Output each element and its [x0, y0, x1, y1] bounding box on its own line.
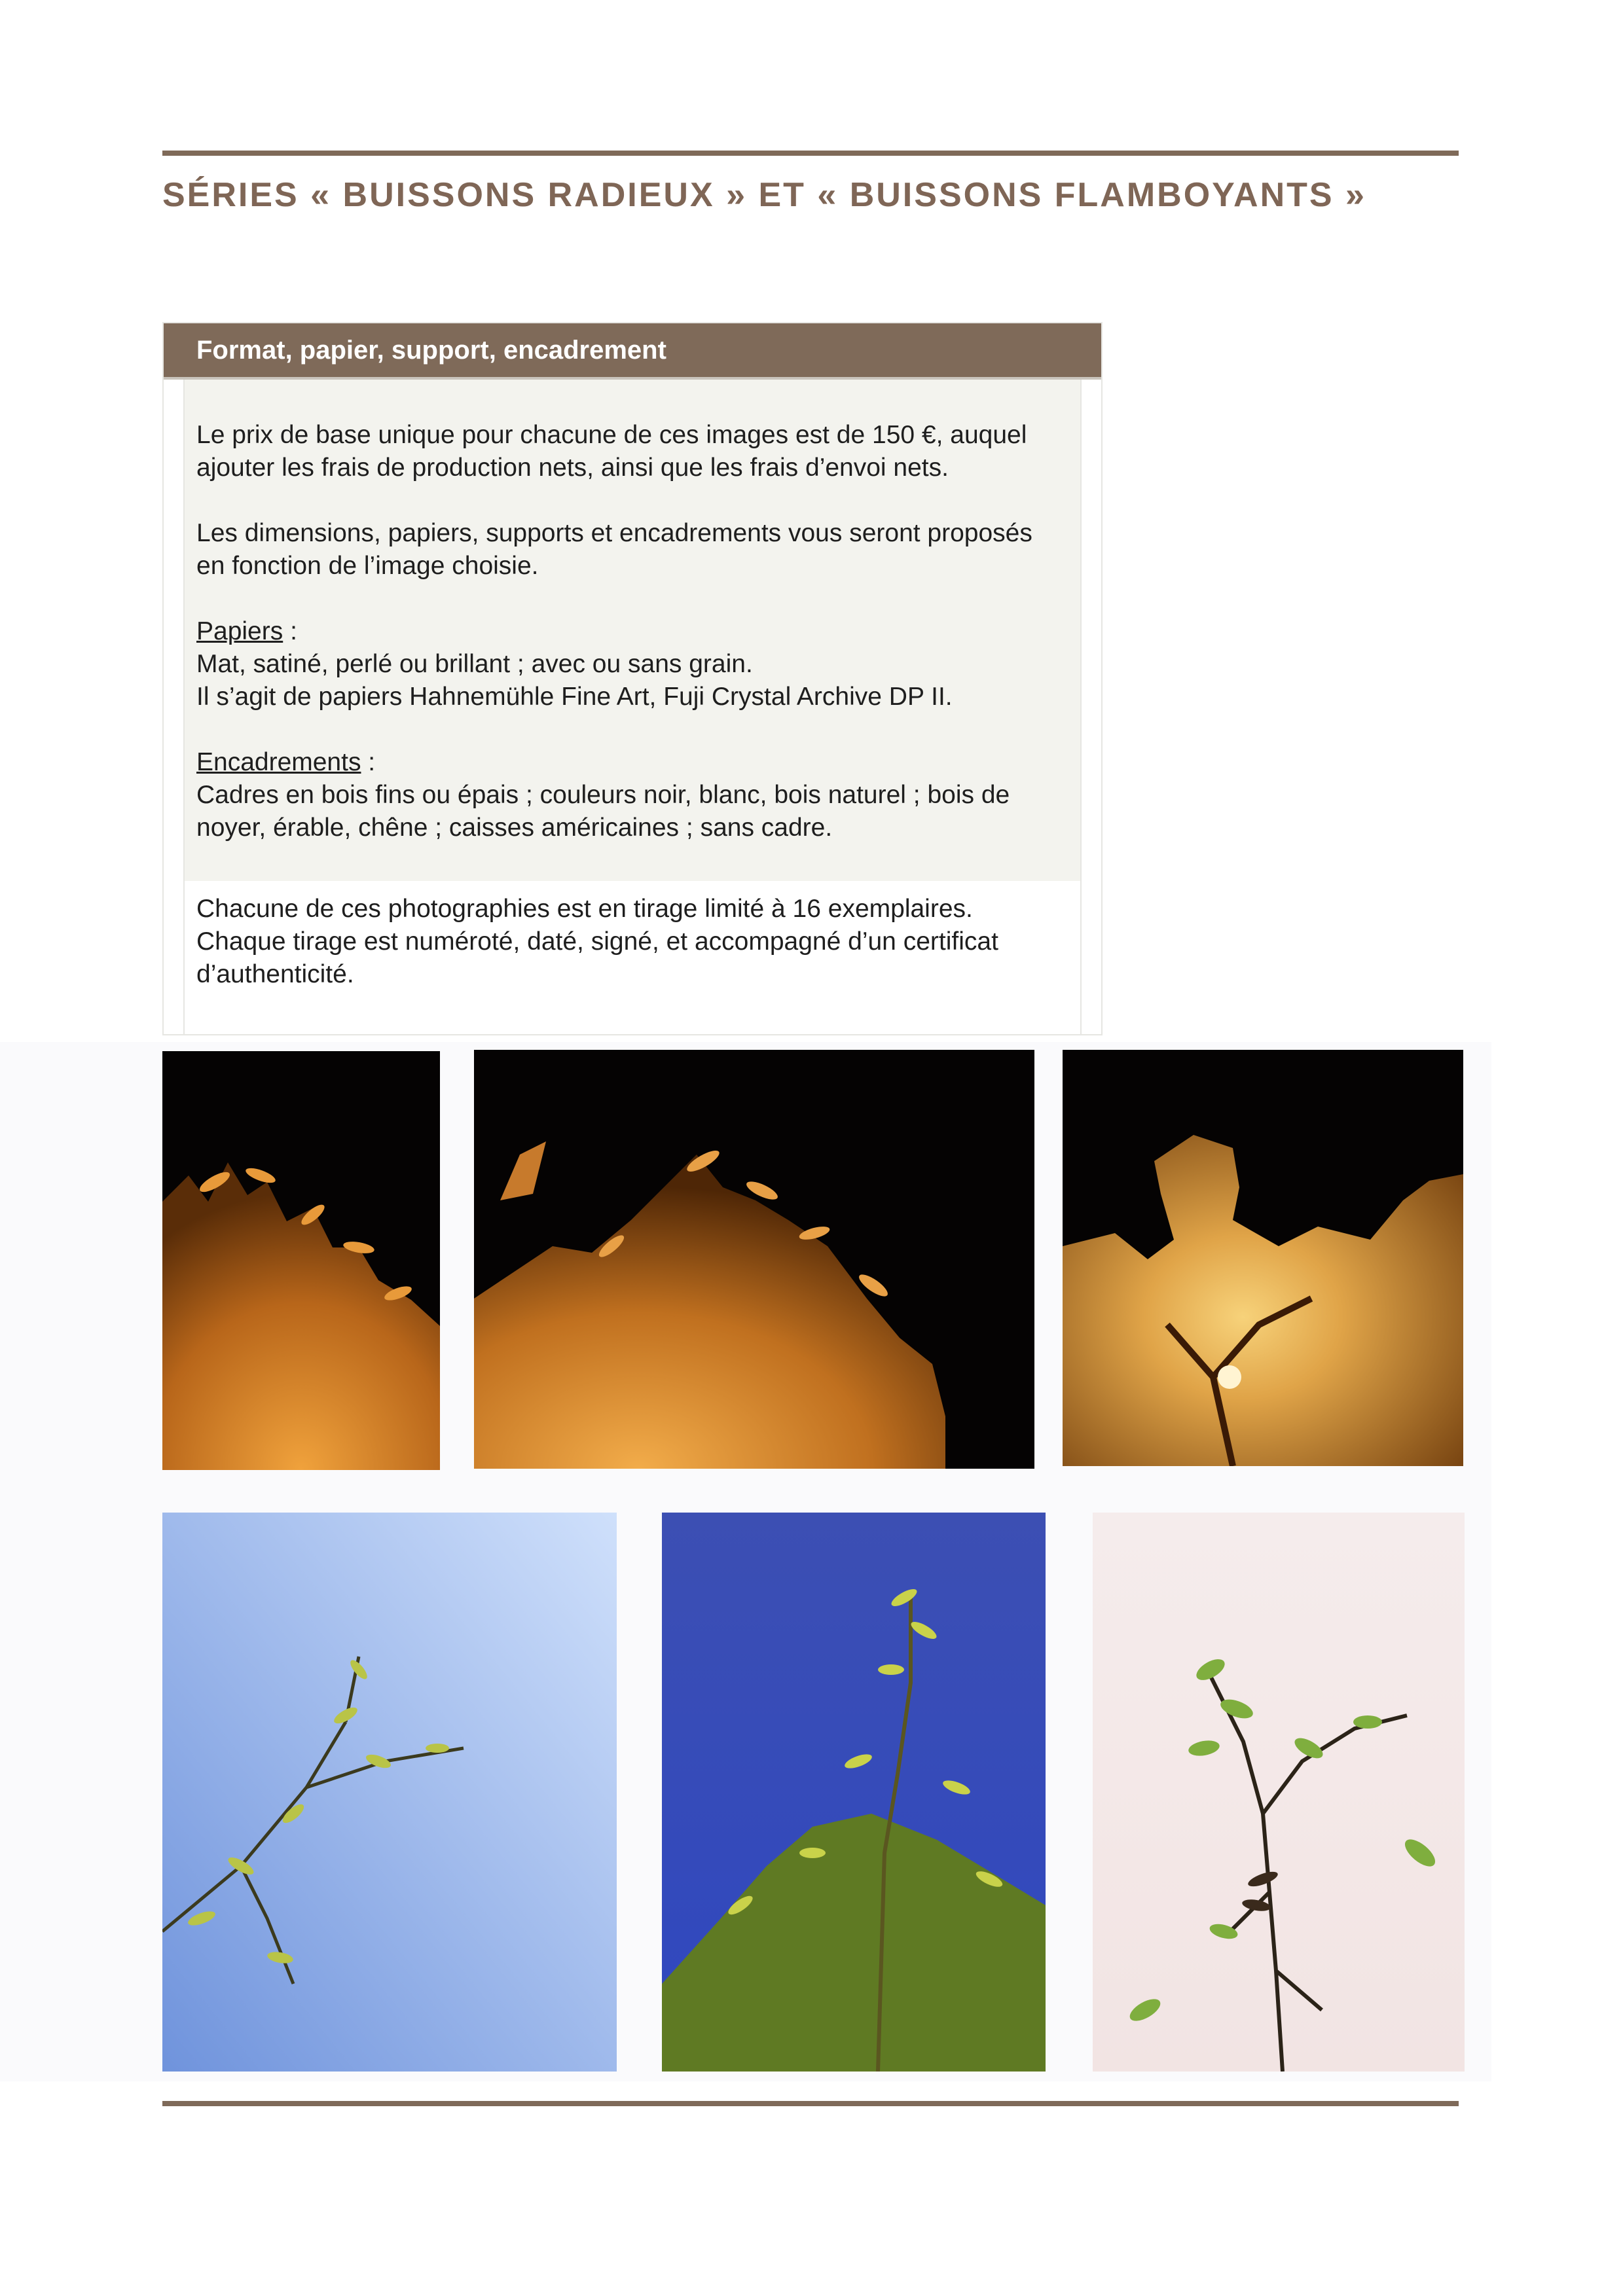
- photo-radiant-2: [474, 1050, 1034, 1469]
- frames-paragraph: Encadrements : Cadres en bois fins ou épais ; couleurs noir, blanc, bois naturel ; bois de noyer, érable, chêne ; caisses américaines ; sans cadre.: [196, 748, 1010, 842]
- photo-radiant-3: [1063, 1050, 1463, 1466]
- dimensions-paragraph: Les dimensions, papiers, supports et encadrements vous seront proposés en fonction de l’image choisie.: [196, 519, 1032, 580]
- price-paragraph: Le prix de base unique pour chacune de ces images est de 150 €, auquel ajouter les frais de production nets, ainsi que les frais d’envoi nets.: [196, 421, 1027, 482]
- photo-flamboyant-3: [1093, 1513, 1465, 2072]
- top-rule: [162, 151, 1459, 156]
- photo-flamboyant-1: [162, 1513, 617, 2072]
- papers-paragraph: Papiers : Mat, satiné, perlé ou brillant ; avec ou sans grain. Il s’agit de papiers Hahnemühle Fine Art, Fuji Crystal Archive DP II.: [196, 617, 953, 711]
- photo-radiant-1: [162, 1051, 440, 1470]
- papers-label: Papiers: [196, 617, 283, 645]
- photo-flamboyant-2: [662, 1513, 1046, 2072]
- edition-paragraph: Chacune de ces photographies est en tirage limité à 16 exemplaires. Chaque tirage est numéroté, daté, signé, et accompagné d’un certificat d’authenticité.: [196, 895, 998, 988]
- bottom-rule: [162, 2101, 1459, 2106]
- info-box: [162, 322, 1103, 1035]
- frames-label: Encadrements: [196, 748, 361, 776]
- edition-section: [183, 881, 1082, 1034]
- info-body: [183, 380, 1082, 881]
- info-heading: Format, papier, support, encadrement: [164, 323, 1101, 380]
- page-title: SÉRIES « BUISSONS RADIEUX » ET « BUISSONS FLAMBOYANTS »: [162, 176, 1366, 214]
